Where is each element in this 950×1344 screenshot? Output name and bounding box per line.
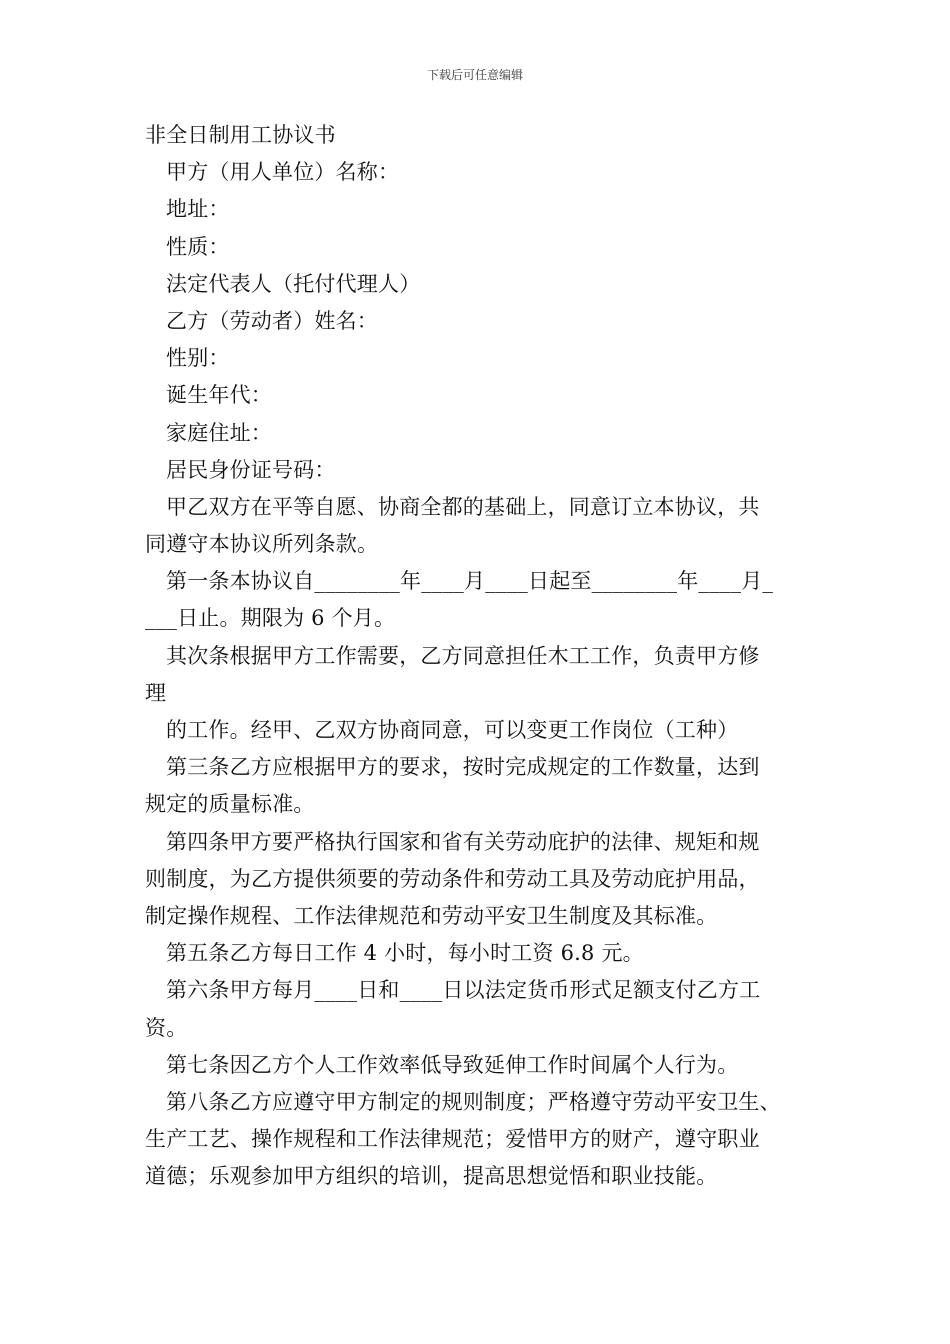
preamble-line-2: 同遵守本协议所列条款。 xyxy=(145,532,379,557)
article-4-line-2: 则制度，为乙方提供须要的劳动条件和劳动工具及劳动庇护用品， xyxy=(145,866,760,891)
article-3-line-1: 第三条乙方应根据甲方的要求，按时完成规定的工作数量，达到 xyxy=(166,755,760,780)
article-8-line-3: 道德；乐观参加甲方组织的培训，提高思想觉悟和职业技能。 xyxy=(145,1164,718,1189)
article-2-line-3: 的工作。经甲、乙双方协商同意，可以变更工作岗位（工种） xyxy=(166,718,739,742)
article-6-line-2: 资。 xyxy=(145,1015,188,1040)
article-8-line-2: 生产工艺、操作规程和工作法律规范；爱惜甲方的财产，遵守职业 xyxy=(145,1127,760,1152)
document-body xyxy=(145,117,825,1195)
article-5-line-1: 第五条乙方每日工作 4 小时，每小时工资 6.8 元。 xyxy=(166,941,644,966)
article-4-line-3: 制定操作规程、工作法律规范和劳动平安卫生制度及其标准。 xyxy=(145,903,718,928)
article-3-line-2: 规定的质量标准。 xyxy=(145,792,315,817)
article-8-line-1: 第八条乙方应遵守甲方制定的规则制度；严格遵守劳动平安卫生、 xyxy=(166,1089,781,1114)
party-a-address: 地址： xyxy=(166,197,230,222)
party-b-gender: 性别： xyxy=(166,346,230,371)
party-b-id-number: 居民身份证号码： xyxy=(166,457,336,482)
article-2-line-2: 理 xyxy=(145,680,167,705)
article-6-line-1: 第六条甲方每月____日和____日以法定货币形式足额支付乙方工 xyxy=(166,978,761,1003)
article-2-line-1: 其次条根据甲方工作需要，乙方同意担任木工工作，负责甲方修 xyxy=(166,643,760,668)
article-7-line-1: 第七条因乙方个人工作效率低导致延伸工作时间属个人行为。 xyxy=(166,1052,739,1077)
article-1-line-2: ___日止。期限为 6 个月。 xyxy=(145,606,396,631)
article-1-line-1: 第一条本协议自________年____月____日起至________年____月_ xyxy=(166,569,774,594)
document-title: 非全日制用工协议书 xyxy=(145,123,336,147)
header-note: 下载后可任意编辑 xyxy=(426,68,523,82)
party-b-birth: 诞生年代： xyxy=(166,383,272,408)
party-a-representative: 法定代表人（托付代理人） xyxy=(166,271,421,296)
preamble-line-1: 甲乙双方在平等自愿、协商全都的基础上，同意订立本协议，共 xyxy=(166,494,760,519)
party-b-name: 乙方（劳动者）姓名： xyxy=(166,308,378,333)
article-4-line-1: 第四条甲方要严格执行国家和省有关劳动庇护的法律、规矩和规 xyxy=(166,829,760,854)
party-b-home-address: 家庭住址： xyxy=(166,420,272,445)
party-a-nature: 性质： xyxy=(166,234,230,259)
party-a-name: 甲方（用人单位）名称： xyxy=(166,160,400,185)
